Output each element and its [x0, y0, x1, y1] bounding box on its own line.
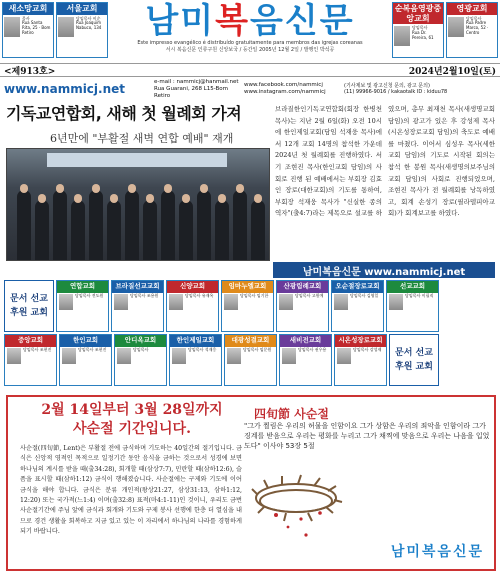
ad-text: 목사 [22, 15, 30, 21]
church-info: 담임목사 권우용 [298, 346, 327, 352]
church-name: 연합교회 [57, 281, 108, 293]
person-head [146, 194, 154, 203]
church-info: 담임목사 [133, 346, 149, 352]
church-info: 담임목사 유재옥 [185, 292, 214, 298]
newspaper-logo: 남미복음신문 [145, 1, 355, 41]
pastor-photo [172, 348, 186, 364]
church-info: 담임목사 강성제 [353, 346, 382, 352]
pastor-photo [337, 348, 351, 364]
publisher-line: 서시 복음신문 인류구원 신앙보국 / 등간일 2005년 12월 2일 / 발행인 박석공 [165, 47, 335, 53]
pastor-photo [224, 294, 238, 310]
person-figure [161, 190, 175, 260]
person-head [38, 194, 46, 203]
ad-text: 담임목사 이순 [76, 15, 101, 21]
ad-text: 담임목사 [466, 15, 482, 21]
pastor-photo [169, 294, 183, 310]
church-name: 선교교회 [387, 281, 438, 293]
pastor-photo [227, 348, 241, 364]
church-card[interactable] [224, 334, 277, 386]
support-promo [4, 280, 54, 332]
pastor-photo [282, 348, 296, 364]
ad-note-text: (기사제보 및 광고신청 문의, 광고 문의) [344, 83, 430, 89]
footer-logo: 남미복음신문 [390, 544, 484, 560]
church-name: 시온성장로교회 [335, 335, 386, 347]
person-head [218, 194, 226, 203]
photo-banner [47, 153, 227, 167]
church-name: 한인제일교회 [170, 335, 221, 347]
church-info: 담임목사 조용원 [130, 292, 159, 298]
address-text: Rua Guarani, 268 L15-Bom Retiro [154, 85, 229, 99]
church-name: 임마누엘교회 [222, 281, 273, 293]
church-card[interactable] [111, 280, 164, 332]
pastor-photo [279, 294, 293, 310]
person-head [236, 184, 244, 193]
promo-text: 문서 선교 [395, 348, 433, 358]
person-figure [107, 200, 121, 260]
lent-notice [6, 395, 496, 571]
masthead [112, 2, 388, 60]
church-card[interactable] [56, 280, 109, 332]
promo-text: 문서 선교 [10, 294, 48, 304]
ad-title: 순복음영광중앙교회 [394, 4, 442, 23]
person-head [182, 194, 190, 203]
pastor-photo [334, 294, 348, 310]
person-head [254, 194, 262, 203]
person-figure [35, 200, 49, 260]
promo-text: 후원 교회 [10, 308, 48, 318]
person-head [20, 184, 28, 193]
ad-title: 서울교회 [57, 3, 107, 15]
pastor-photo [448, 17, 464, 37]
promo-text: 후원 교회 [395, 362, 433, 372]
header [0, 0, 500, 62]
pastor-photo [58, 17, 74, 37]
church-name: 신양교회 [167, 281, 218, 293]
church-card[interactable] [4, 334, 57, 386]
church-card[interactable] [386, 280, 439, 332]
church-name: 중앙교회 [5, 335, 56, 347]
church-name: 한인교회 [60, 335, 111, 347]
person-head [128, 184, 136, 193]
pastor-photo [394, 26, 410, 46]
person-head [56, 184, 64, 193]
church-info: 담임목사 고원예 [295, 292, 324, 298]
church-card[interactable] [169, 334, 222, 386]
season-label: 四旬節 사순절 [254, 407, 329, 421]
lent-title-line: 사순절 기간입니다. [73, 421, 191, 437]
support-promo [389, 334, 439, 386]
person-figure [17, 190, 31, 260]
pastor-photo [4, 17, 20, 37]
ad-title: 새소망교회 [3, 3, 53, 15]
person-figure [71, 200, 85, 260]
church-directory [4, 280, 496, 390]
person-figure [53, 190, 67, 260]
church-card[interactable] [221, 280, 274, 332]
lent-title [22, 401, 242, 439]
church-name: 새비전교회 [280, 335, 331, 347]
person-figure [89, 190, 103, 260]
church-info: 담임목사 김영일 [350, 292, 379, 298]
person-figure [251, 200, 265, 260]
lent-title-line: 2월 14일부터 3월 28일까지 [41, 402, 223, 418]
ad-title: 영광교회 [447, 3, 497, 15]
church-info: 담임목사 조현진 [78, 346, 107, 352]
issue-bar [0, 63, 500, 77]
person-head [164, 184, 172, 193]
person-figure [179, 200, 193, 260]
church-card[interactable] [59, 334, 112, 386]
ad-text: Rua Dr. Pereira, 61 [412, 29, 434, 40]
article-body: 브라질한인기독교연합회(회장 한병천 목사)는 지난 2월 6일(화) 오전 10시에 한인제일교회(담임 석재웅 목사)에서 12개 교회 14명의 참석한 가운데 2024년 첫 월례회를 진행하였다. 서기 조현진 목사(한인교회 담임)의 사회로 진행 된 예배에서는 부회장 김효인 장로(대한교회)의 기도를 통하여, 부회장 석재웅 목사가 "신실한 종의 역자"(출4:7)라는 제목으로 설교를 하였으며, 총무 최재천 목사(새생명교회 담임)의 광고가 있은 후 강성제 목사(시온성장로교회 담임)의 축도로 예배를 마쳤다. 이어서 심성우 목사(세한교회 담임)의 기도로 시작된 회의는 참석 한 봉원 목사(새생명의보주님의교회 담임)의 사회로 진행되었으며, 조현진 목사가 전 월례회를 낭독하였고, 회계 손성기 장로(필라델피아교회)가 회계보고를 하였다. [275, 105, 495, 218]
pastor-photo [114, 294, 128, 310]
ad-box[interactable] [392, 2, 444, 58]
ad-text: Rua Santa Rita, 25 · Bom Retiro [22, 20, 51, 35]
person-head [92, 184, 100, 193]
church-name: 산광림례교회 [277, 281, 328, 293]
church-card[interactable] [114, 334, 167, 386]
person-head [200, 184, 208, 193]
ad-box[interactable] [2, 2, 54, 58]
social-links [244, 82, 344, 96]
church-info: 담임목사 이필직 [405, 292, 434, 298]
issue-date: 2024년2월10일(토) [408, 66, 496, 77]
directory-row [4, 334, 496, 386]
ad-box[interactable] [56, 2, 108, 58]
ad-box[interactable] [446, 2, 498, 58]
ad-text: Rua Padre Marco, 52 · Centro [466, 20, 489, 35]
church-card[interactable] [334, 334, 387, 386]
church-info: 담임목사 임문원 [243, 346, 272, 352]
contact-bar [0, 79, 500, 99]
pastor-photo [389, 294, 403, 310]
contact-info [154, 79, 244, 100]
church-info: 담임목사 임기한 [240, 292, 269, 298]
person-figure [197, 190, 211, 260]
person-figure [215, 200, 229, 260]
facebook-link[interactable]: www.facebook.com/nammicj [244, 82, 323, 88]
church-name: 안디옥교회 [115, 335, 166, 347]
church-name: 오순절장로교회 [332, 281, 383, 293]
email-text[interactable]: e-mail : nammicj@hanmail.net [154, 78, 239, 85]
pastor-photo [59, 294, 73, 310]
pastor-photo [7, 348, 21, 364]
ad-note-text: (11) 99966-9016 / kakaotalk ID : kiduu78 [344, 89, 448, 95]
group-photo [6, 148, 270, 261]
instagram-link[interactable]: www.instagram.com/nammicj [244, 89, 326, 95]
ad-text: 담임목사 [412, 25, 428, 31]
person-figure [143, 200, 157, 260]
tagline: Este impresso evangélico é distribuído gratuitamente para membros das igrejas coreanas [137, 40, 363, 46]
issue-number: <제913호> [4, 66, 56, 77]
church-info: 담임목사 조현진 [23, 346, 52, 352]
directory-row [4, 280, 496, 332]
church-card[interactable] [276, 280, 329, 332]
left-ads [2, 2, 108, 58]
church-info: 담임목사 전도원 [75, 292, 104, 298]
lent-body: 사순절(四旬節, Lent)은 부활절 전에 금식하며 기도하는 40일간의 절기입니다. 금식은 신앙적 영적인 목적으로 일정기간 동안 음식을 금하는 것으로서 성경에 보면 하나님의 계시를 받을 때(출34:28), 회개할 때(삼상7:7), 민란할 때(삼하12:6), 슬픔을 표시할 때(삼하1:12) 금식이 행해졌습니다. 사순절에는 구제와 기도에 이어 금식을 해야 합니다. 금식은 분류 개인적(왕상21:27, 삼상31:13, 삼하1:12, 12:20) 또는 국가적(느1:4) 이며(출32:8) 표적(마4:1-11)인 것이니, 우리도 금번 사순절기간에 주님 앞에 금식과 회개와 기도와 구제 봉사 선행에 한층 더 열심을 내므로 경건 생활을 회복하고 지금 있고 있는 이 자리에서 하나님의 나라를 경험하게 되기 바랍니다. [20, 445, 242, 536]
church-card[interactable] [331, 280, 384, 332]
person-figure [233, 190, 247, 260]
website-link[interactable]: www.nammicj.net [4, 82, 126, 96]
directory-banner[interactable]: 남미복음신문 www.nammicj.net [273, 262, 495, 278]
church-card[interactable] [166, 280, 219, 332]
person-figure [125, 190, 139, 260]
church-info: 담임목사 석재웅 [188, 346, 217, 352]
ad-contact-note [344, 83, 494, 95]
pastor-photo [62, 348, 76, 364]
person-head [74, 194, 82, 203]
subheadline: 6년만에 "부활절 새벽 연합 예배" 재개 [50, 132, 234, 145]
scripture-verse: "그가 찔림은 우리의 허물을 인함이요 그가 상함은 우리의 죄악을 인함이라 그가 징계를 받음으로 우리는 평화를 누리고 그가 채찍에 맞음으로 우리는 나음을 입었도다" 이사야 53장 5절 [244, 422, 490, 450]
person-head [110, 194, 118, 203]
ad-text: Rua Joaquim Nabuco, 134 [76, 20, 102, 31]
right-ads [392, 2, 498, 58]
church-card[interactable] [279, 334, 332, 386]
church-name: 브라질선교교회 [112, 281, 163, 293]
headline: 기독교연합회, 새해 첫 월례회 가져 [6, 104, 242, 123]
pastor-photo [117, 348, 131, 364]
church-name: 대광성결교회 [225, 335, 276, 347]
